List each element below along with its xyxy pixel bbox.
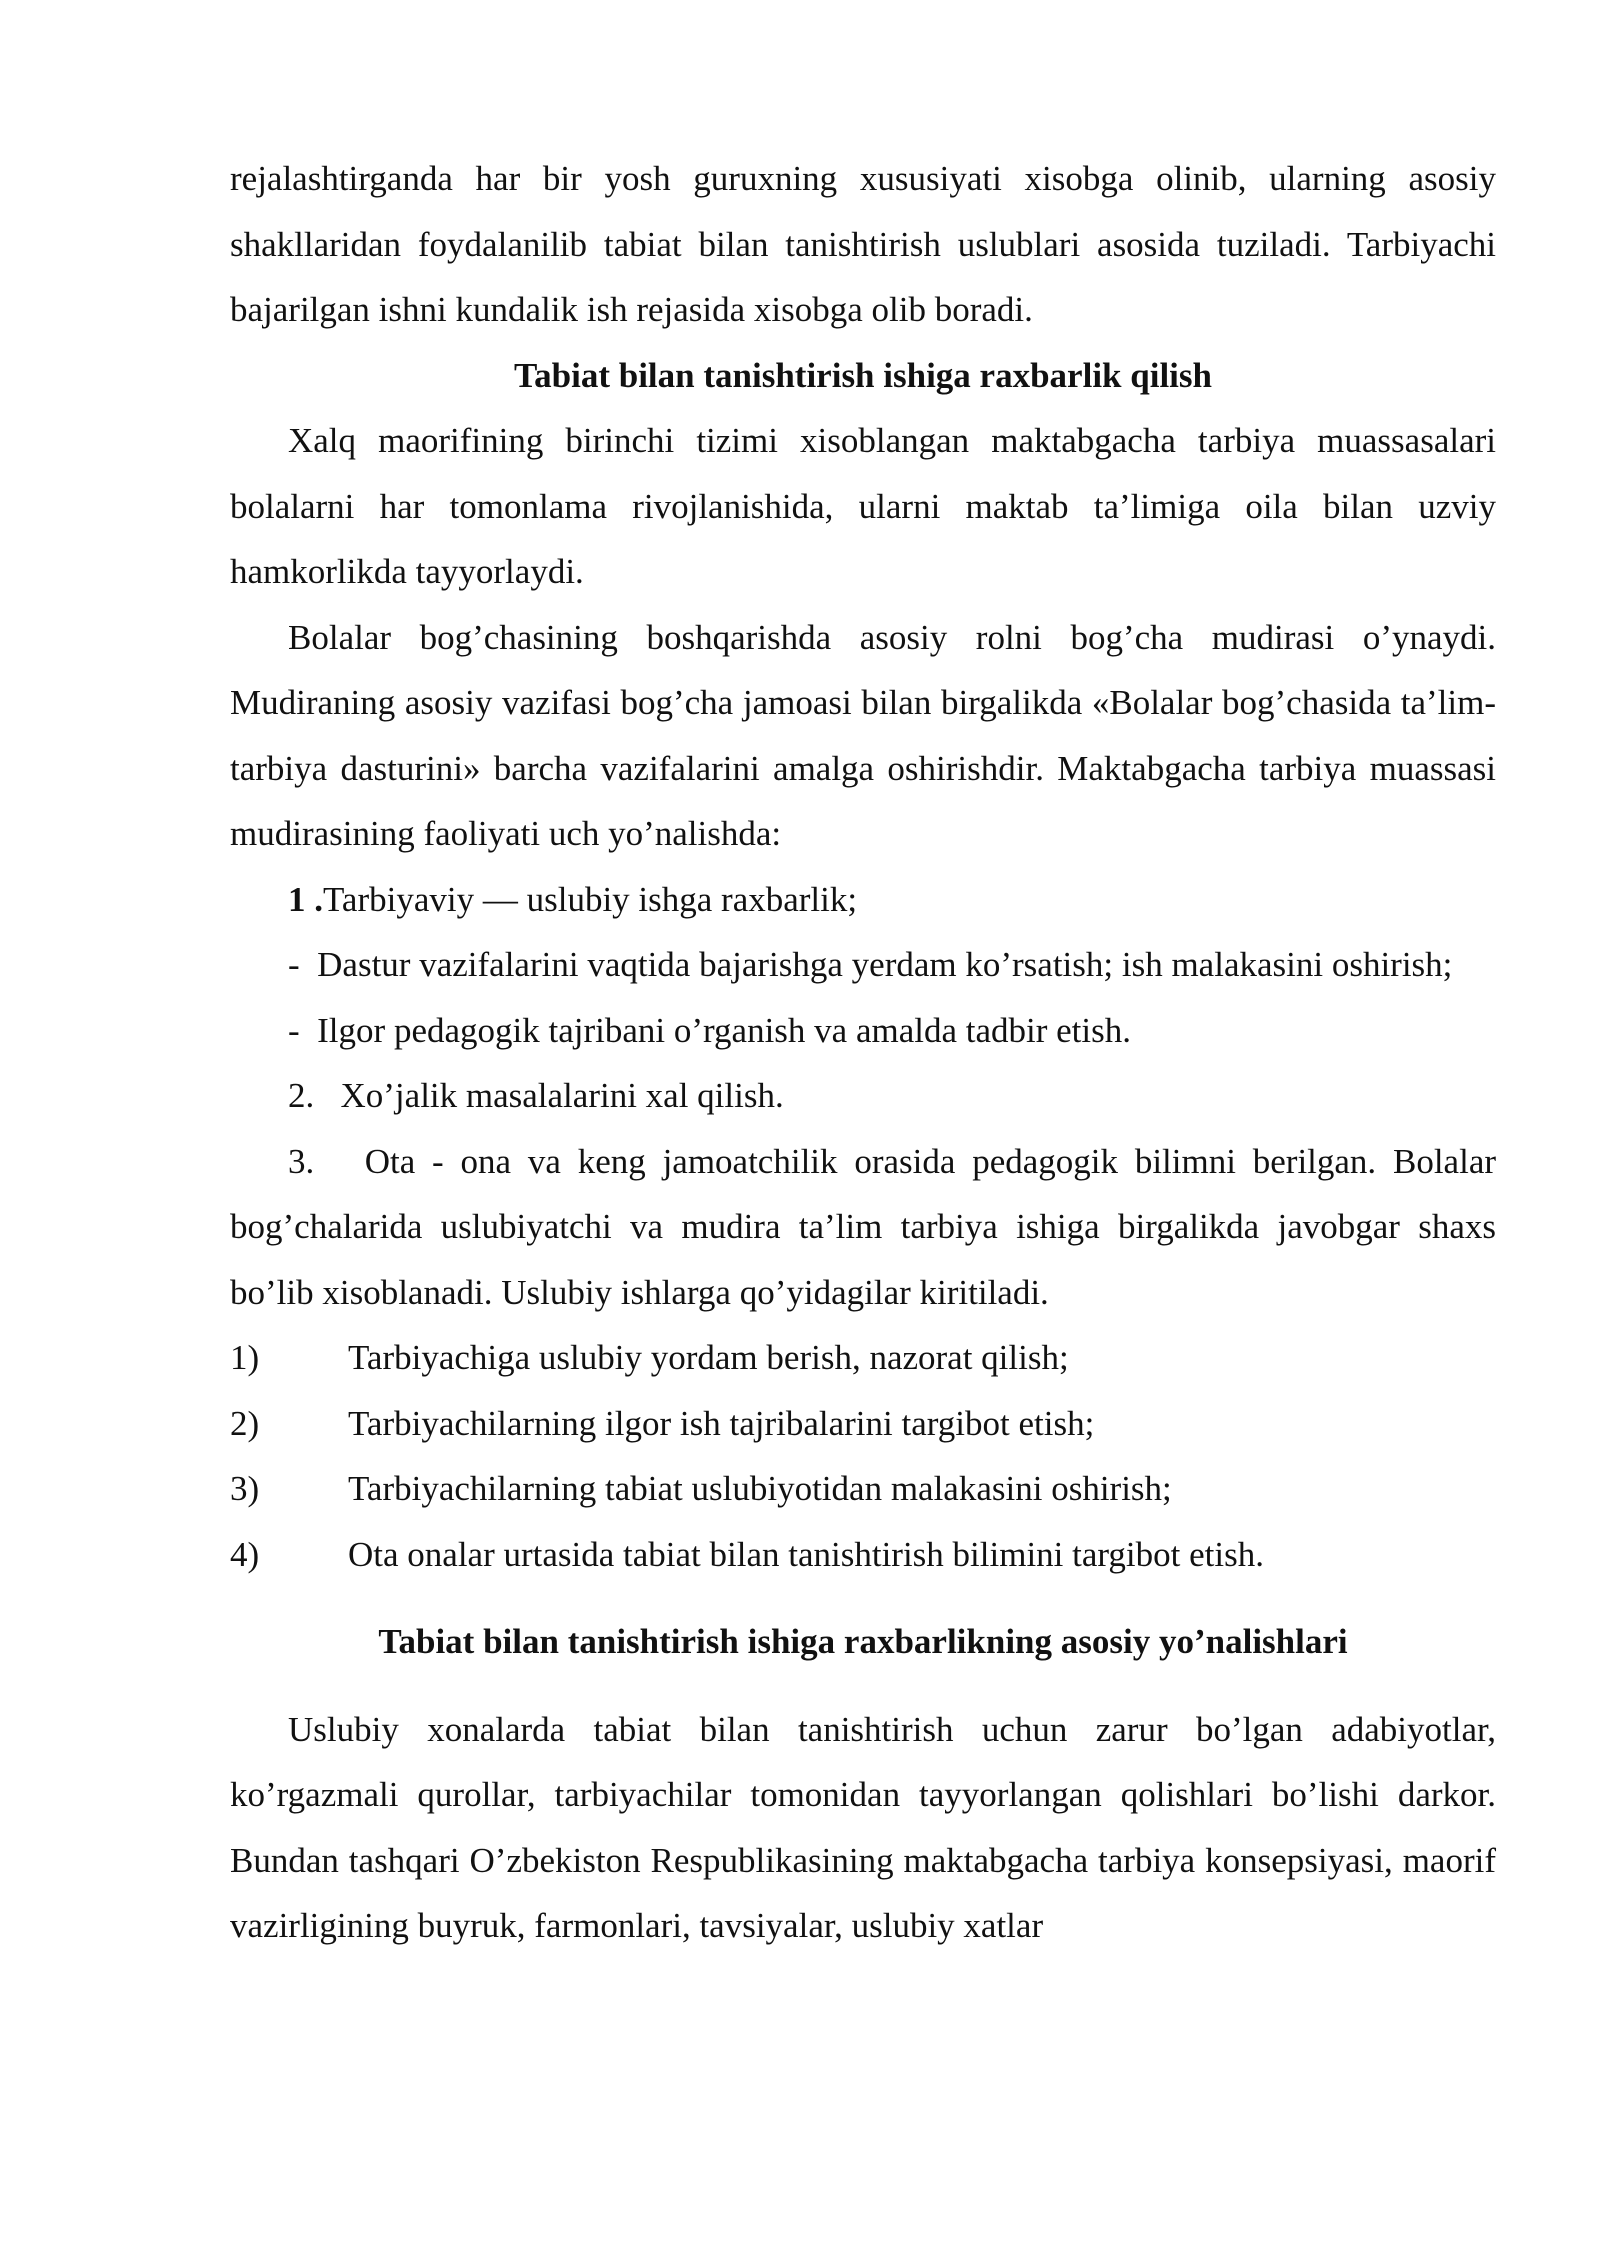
numbered-list-item xyxy=(230,1325,1496,1391)
list-item-3 xyxy=(230,1129,1496,1326)
list-item-2-text: Xo’jalik masalalarini xal qilish. xyxy=(340,1076,784,1115)
heading-main-directions: Tabiat bilan tanishtirish ishiga raxbarlikning asosiy yo’nalishlari xyxy=(378,1622,1348,1661)
list-item-3-text: Ota - ona va keng jamoatchilik orasida pedagogik bilimni berilgan. Bolalar bog’chalarida uslubiyatchi va mudira ta’lim tarbiya ishiga birgalikda javobgar shaxs bo’lib xisoblanadi. Uslubiy ishlarga qo’yidagilar kiritiladi. xyxy=(230,1141,1497,1312)
numbered-list-item-number: 4) xyxy=(230,1534,260,1574)
paragraph-intro: rejalashtirganda har bir yosh guruxning xususiyati xisobga olinib, ularning asosiy shakllaridan foydalanilib tabiat bilan tanishtirish uslublari asosida tuziladi. Tarbiyachi bajarilgan ishni kundalik ish rejasida xisobga olib boradi. xyxy=(230,159,1496,329)
dash-item-1-marker: - xyxy=(288,945,300,984)
numbered-list-item-text: Tarbiyachilarning tabiat uslubiyotidan malakasini oshirish; xyxy=(348,1469,1172,1508)
document-page xyxy=(230,146,1496,1959)
list-item-1-text: Tarbiyaviy — uslubiy ishga raxbarlik; xyxy=(323,879,858,919)
list-item-1-number: 1 . xyxy=(288,879,323,919)
numbered-list-item-number: 1) xyxy=(230,1338,260,1377)
list-item-1 xyxy=(230,867,1496,933)
numbered-list-item-number: 2) xyxy=(230,1403,260,1443)
dash-item-2-text: Ilgor pedagogik tajribani o’rganish va amalda tadbir etish. xyxy=(317,1010,1131,1050)
numbered-list-item-text: Tarbiyachilarning ilgor ish tajribalarini targibot etish; xyxy=(348,1403,1095,1443)
list-item-2-number: 2. xyxy=(288,1076,315,1115)
dash-item-2-marker: - xyxy=(288,1010,300,1050)
list-item-3-number: 3. xyxy=(288,1141,315,1181)
paragraph-xalq-maorifi: Xalq maorifining birinchi tizimi xisoblangan maktabgacha tarbiya muassasalari bolalarni har tomonlama rivojlanishida, ularni maktab ta’limiga oila bilan uzviy hamkorlikda tayyorlaydi. xyxy=(230,421,1496,591)
numbered-list-item xyxy=(230,1522,1496,1588)
numbered-list-item-number: 3) xyxy=(230,1469,260,1508)
numbered-list-item xyxy=(230,1456,1496,1522)
dash-item-1-text: Dastur vazifalarini vaqtida bajarishga yerdam ko’rsatish; ish malakasini oshirish; xyxy=(317,945,1453,984)
dash-item-2 xyxy=(230,998,1496,1064)
list-item-2 xyxy=(230,1063,1496,1129)
paragraph-bolalar-bogchasi: Bolalar bog’chasining boshqarishda asosiy rolni bog’cha mudirasi o’ynaydi. Mudiraning asosiy vazifasi bog’cha jamoasi bilan birgalikda «Bolalar bog’chasida ta’lim-tarbiya dasturini» barcha vazifalarini amalga oshirishdir. Maktabgacha tarbiya muassasi mudirasining faoliyati uch yo’nalishda: xyxy=(230,617,1496,853)
paragraph-uslubiy-xonalar: Uslubiy xonalarda tabiat bilan tanishtirish uchun zarur bo’lgan adabiyotlar, ko’rgazmali qurollar, tarbiyachilar tomonidan tayyorlangan qolishlari bo’lishi darkor. Bundan tashqari O’zbekiston Respublikasining maktabgacha tarbiya konsepsiyasi, maorif vazirligining buyruk, farmonlari, tavsiyalar, uslubiy xatlar xyxy=(230,1709,1496,1945)
heading-leadership: Tabiat bilan tanishtirish ishiga raxbarlik qilish xyxy=(514,355,1212,395)
dash-item-1 xyxy=(230,932,1496,998)
numbered-list-item xyxy=(230,1391,1496,1457)
numbered-list-item-text: Tarbiyachiga uslubiy yordam berish, nazorat qilish; xyxy=(348,1338,1069,1377)
numbered-list-item-text: Ota onalar urtasida tabiat bilan tanishtirish bilimini targibot etish. xyxy=(348,1534,1264,1574)
